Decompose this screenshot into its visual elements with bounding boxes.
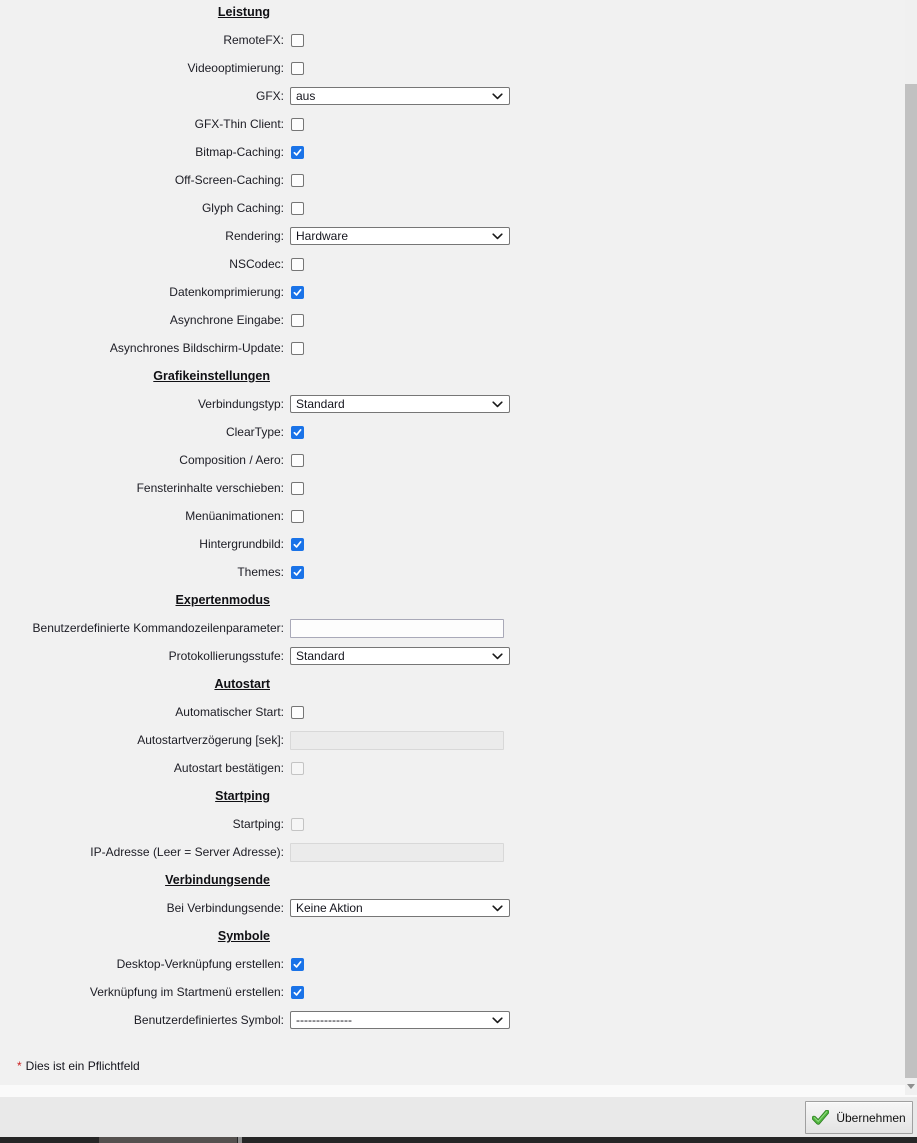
startmenue-verknuepfung-checkbox[interactable] [291,986,304,999]
rendering-label: Rendering: [225,229,284,243]
startping-label: Startping: [232,817,284,831]
nscodec-control [290,258,304,271]
asynchrones-bildschirm-update-checkbox[interactable] [291,342,304,355]
off-screen-caching-checkbox[interactable] [291,174,304,187]
checkmark-icon [292,427,303,438]
required-asterisk: * [17,1059,22,1073]
apply-button-label: Übernehmen [836,1110,906,1125]
section-header-row [0,782,905,810]
required-field-note [17,1059,140,1073]
autostartverzoegerung-input [290,731,504,750]
glyph-caching-control [290,202,304,215]
themes-checkbox[interactable] [291,566,304,579]
form-row [0,222,905,250]
asynchrones-bildschirm-update-label: Asynchrones Bildschirm-Update: [109,341,284,355]
protokollierungsstufe-selected-value: Standard [296,649,345,663]
remotefx-label: RemoteFX: [223,33,284,47]
rendering-control [290,227,510,245]
bitmap-caching-checkbox[interactable] [291,146,304,159]
content-bottom-strip [0,1085,917,1097]
section-title: Verbindungsende [165,873,270,887]
startping-checkbox [291,818,304,831]
form-row [0,978,905,1006]
form-row [0,194,905,222]
composition-aero-label: Composition / Aero: [179,453,284,467]
benutzerdefiniertes-symbol-select[interactable] [290,1011,510,1029]
form-row [0,754,905,782]
nscodec-label: NSCodec: [229,257,284,271]
scrollbar-down-arrow-icon[interactable] [907,1084,915,1089]
bei-verbindungsende-select[interactable] [290,899,510,917]
kommandozeilenparameter-input[interactable] [290,619,504,638]
glyph-caching-label: Glyph Caching: [201,201,284,215]
form-row [0,138,905,166]
ip-adresse-label: IP-Adresse (Leer = Server Adresse): [90,845,284,859]
chevron-down-icon [492,401,503,408]
form-row [0,390,905,418]
checkmark-icon [292,287,303,298]
form-row [0,306,905,334]
autostart-bestaetigen-label: Autostart bestätigen: [173,761,284,775]
apply-check-icon [812,1110,829,1125]
cleartype-checkbox[interactable] [291,426,304,439]
benutzerdefiniertes-symbol-selected-value: -------------- [296,1013,352,1027]
autostartverzoegerung-label: Autostartverzögerung [sek]: [137,733,284,747]
form-row [0,166,905,194]
datenkomprimierung-control [290,286,304,299]
autostart-bestaetigen-checkbox [291,762,304,775]
verbindungstyp-label: Verbindungstyp: [197,397,284,411]
section-title: Leistung [217,5,270,19]
ip-adresse-input [290,843,504,862]
form-row [0,54,905,82]
chevron-down-icon [492,1017,503,1024]
fensterinhalte-verschieben-control [290,482,304,495]
kommandozeilenparameter-label: Benutzerdefinierte Kommandozeilenparameter: [32,621,284,635]
hintergrundbild-control [290,538,304,551]
section-header-row [0,922,905,950]
off-screen-caching-control [290,174,304,187]
remotefx-control [290,34,304,47]
asynchrone-eingabe-label: Asynchrone Eingabe: [169,313,284,327]
form-row [0,810,905,838]
composition-aero-control [290,454,304,467]
form-row [0,418,905,446]
form-row [0,558,905,586]
protokollierungsstufe-select[interactable] [290,647,510,665]
menueanimationen-label: Menüanimationen: [185,509,284,523]
bei-verbindungsende-selected-value: Keine Aktion [296,901,363,915]
menueanimationen-control [290,510,304,523]
hintergrundbild-checkbox[interactable] [291,538,304,551]
form-row [0,698,905,726]
form-row [0,838,905,866]
section-header-row [0,586,905,614]
bei-verbindungsende-label: Bei Verbindungsende: [166,901,284,915]
form-row [0,642,905,670]
scrollbar-thumb[interactable] [905,84,917,1078]
asynchrone-eingabe-checkbox[interactable] [291,314,304,327]
bei-verbindungsende-control [290,899,510,917]
desktop-verknuepfung-label: Desktop-Verknüpfung erstellen: [116,957,284,971]
checkmark-icon [292,147,303,158]
protokollierungsstufe-control [290,647,510,665]
section-header-row [0,670,905,698]
menueanimationen-checkbox[interactable] [291,510,304,523]
form-row [0,278,905,306]
form-row [0,894,905,922]
themes-control [290,566,304,579]
gfx-thin-client-label: GFX-Thin Client: [194,117,284,131]
checkmark-icon [292,567,303,578]
cleartype-label: ClearType: [225,425,284,439]
verbindungstyp-selected-value: Standard [296,397,345,411]
section-title: Grafikeinstellungen [153,369,270,383]
form-row [0,1006,905,1034]
section-header-row [0,866,905,894]
form-row [0,446,905,474]
benutzerdefiniertes-symbol-label: Benutzerdefiniertes Symbol: [133,1013,284,1027]
checkmark-icon [292,959,303,970]
form-row [0,614,905,642]
footer-bar [0,1097,917,1137]
required-note-text: Dies ist ein Pflichtfeld [25,1059,140,1073]
videooptimierung-control [290,62,304,75]
form-row [0,950,905,978]
form-row [0,502,905,530]
automatischer-start-checkbox[interactable] [291,706,304,719]
benutzerdefiniertes-symbol-control [290,1011,510,1029]
taskbar-divider [238,1137,242,1143]
rendering-select[interactable] [290,227,510,245]
kommandozeilenparameter-control [290,619,504,638]
autostartverzoegerung-control [290,731,504,750]
form-row [0,82,905,110]
nscodec-checkbox[interactable] [291,258,304,271]
ip-adresse-control [290,843,504,862]
section-title: Expertenmodus [175,593,270,607]
composition-aero-checkbox[interactable] [291,454,304,467]
form-row [0,474,905,502]
gfx-control [290,87,510,105]
fensterinhalte-verschieben-checkbox[interactable] [291,482,304,495]
form-row [0,250,905,278]
form-row [0,530,905,558]
autostart-bestaetigen-control [290,762,304,775]
startmenue-verknuepfung-label: Verknüpfung im Startmenü erstellen: [89,985,284,999]
automatischer-start-label: Automatischer Start: [175,705,284,719]
protokollierungsstufe-label: Protokollierungsstufe: [168,649,284,663]
datenkomprimierung-label: Datenkomprimierung: [169,285,284,299]
hintergrundbild-label: Hintergrundbild: [199,537,284,551]
startping-control [290,818,304,831]
glyph-caching-checkbox[interactable] [291,202,304,215]
remotefx-checkbox[interactable] [291,34,304,47]
chevron-down-icon [492,653,503,660]
bitmap-caching-label: Bitmap-Caching: [195,145,284,159]
bitmap-caching-control [290,146,304,159]
gfx-thin-client-checkbox[interactable] [291,118,304,131]
asynchrone-eingabe-control [290,314,304,327]
gfx-label: GFX: [255,89,284,103]
asynchrones-bildschirm-update-control [290,342,304,355]
videooptimierung-checkbox[interactable] [291,62,304,75]
themes-label: Themes: [237,565,284,579]
chevron-down-icon [492,233,503,240]
section-title: Startping [215,789,270,803]
chevron-down-icon [492,93,503,100]
apply-button[interactable] [805,1101,913,1134]
checkmark-icon [292,987,303,998]
automatischer-start-control [290,706,304,719]
cleartype-control [290,426,304,439]
verbindungstyp-control [290,395,510,413]
checkmark-icon [292,539,303,550]
gfx-selected-value: aus [296,89,316,103]
form-row [0,110,905,138]
rendering-selected-value: Hardware [296,229,349,243]
datenkomprimierung-checkbox[interactable] [291,286,304,299]
fensterinhalte-verschieben-label: Fensterinhalte verschieben: [136,481,284,495]
form-row [0,26,905,54]
taskbar-strip [0,1137,917,1143]
gfx-select[interactable] [290,87,510,105]
videooptimierung-label: Videooptimierung: [187,61,284,75]
form-row [0,334,905,362]
desktop-verknuepfung-control [290,958,304,971]
section-header-row [0,0,905,26]
startmenue-verknuepfung-control [290,986,304,999]
gfx-thin-client-control [290,118,304,131]
verbindungstyp-select[interactable] [290,395,510,413]
chevron-down-icon [492,905,503,912]
off-screen-caching-label: Off-Screen-Caching: [174,173,284,187]
scrollbar[interactable] [905,0,917,1095]
desktop-verknuepfung-checkbox[interactable] [291,958,304,971]
taskbar-active-app[interactable] [99,1137,237,1143]
form-row [0,726,905,754]
section-title: Symbole [217,929,270,943]
section-header-row [0,362,905,390]
section-title: Autostart [214,677,270,691]
